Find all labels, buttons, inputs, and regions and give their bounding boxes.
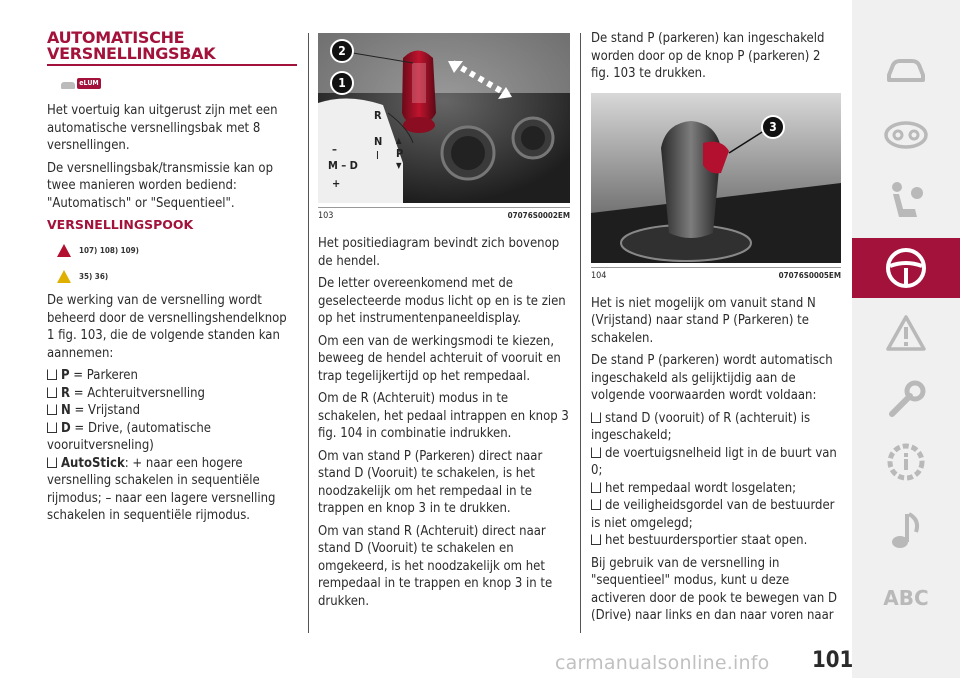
dashboard-gauges-icon [883, 120, 929, 150]
column-divider [308, 33, 309, 633]
bullet-icon [47, 369, 57, 380]
callout-3: 3 [761, 115, 785, 139]
caution-note [57, 266, 297, 286]
list-item: de veiligheidsgordel van de bestuurder is niet omgelegd; [591, 498, 835, 531]
title-underline [47, 64, 297, 66]
list-item: R = Achteruitversnelling [47, 385, 297, 403]
sidebar-item-warnings[interactable] [852, 303, 960, 363]
bullet-icon [47, 387, 57, 398]
intro-paragraph-2: De versnellingsbak/transmissie kan op twee manieren worden bediend: "Automatisch" or "Sequentieel". [47, 160, 274, 211]
info-gear-icon [884, 440, 928, 484]
list-item: de voertuigsnelheid ligt in de buurt van 0; [591, 445, 837, 478]
list-item: het bestuurdersportier staat open. [591, 532, 841, 550]
callout-2: 2 [330, 39, 354, 63]
figure-103 [318, 33, 570, 203]
paragraph: Om een van de werkingsmodi te kiezen, beweeg de hendel achteruit of vooruit en trap tegelijkertijd op het rempedaal. [318, 333, 561, 384]
arrow-up-icon: ▲ [396, 136, 402, 145]
sidebar-item-maintenance[interactable] [852, 432, 960, 492]
figure-103-caption: 103 07076S0002EM [318, 207, 570, 221]
arrow-down-icon: ▼ [396, 161, 402, 170]
body-paragraph: De werking van de versnelling wordt beheerd door de versnellingshendelknop 1 fig. 103, die de volgende standen kan aannemen: [47, 293, 287, 361]
bullet-icon [47, 404, 57, 415]
warning-refs: 107) 108) 109) [79, 245, 139, 255]
sidebar-item-emergency[interactable] [852, 370, 960, 430]
car-small-icon [61, 82, 75, 89]
intro-paragraph-1: Het voertuig kan uitgerust zijn met een automatische versnellingsbak met 8 versnellingen. [47, 103, 278, 153]
steering-wheel-icon [884, 246, 928, 290]
list-item: stand D (vooruit) of R (achteruit) is ingeschakeld; [591, 410, 811, 443]
gear-position-list [47, 367, 297, 525]
list-item: N = Vrijstand [47, 402, 297, 420]
elum-badge: eLUM [77, 78, 101, 89]
bullet-icon [591, 412, 601, 423]
bullet-icon [591, 499, 601, 510]
gear-gate-diagram: R N I – M – D + P ▲ ▼ [328, 109, 404, 190]
list-item: P = Parkeren [47, 367, 297, 385]
list-item: D = Drive, (automatische vooruitversneling) [47, 420, 211, 453]
figure-104 [591, 93, 841, 263]
paragraph: De stand P (parkeren) wordt automatisch ingeschakeld als gelijktijdig aan de volgende voorwaarden wordt voldaan: [591, 353, 833, 403]
paragraph: Om van stand P (Parkeren) direct naar stand D (Vooruit) te schakelen, is het noodzakelijk om het rempedaal in te trappen en knop 3 in te drukken. [318, 448, 543, 516]
bullet-icon [47, 457, 57, 468]
page-number: 101 [812, 648, 854, 673]
car-icon [885, 55, 927, 85]
seat-airbag-icon [885, 179, 927, 221]
watermark: carmanualsonline.info [555, 652, 770, 674]
sidebar-item-driving[interactable] [852, 238, 960, 298]
paragraph: Bij gebruik van de versnelling in "sequentieel" modus, kunt u deze activeren door de pook te bewegen van D (Drive) naar links en dan naar voren naar [591, 555, 838, 623]
paragraph: De letter overeenkomend met de geselecteerde modus licht op en is te zien op het instrumentenpaneeldisplay. [318, 276, 566, 326]
column-divider [580, 33, 581, 633]
sidebar-item-car[interactable] [852, 40, 960, 100]
sidebar-item-index[interactable] [852, 568, 960, 628]
paragraph: De stand P (parkeren) kan ingeschakeld worden door op de knop P (parkeren) 2 fig. 103 te drukken. [591, 31, 825, 81]
paragraph: Om van stand R (Achteruit) direct naar stand D (Vooruit) te schakelen en omgekeerd, is het noodzakelijk om het rempedaal in te trappen en knop 3 in te drukken. [318, 523, 553, 609]
paragraph: Het is niet mogelijk om vanuit stand N (Vrijstand) naar stand P (Parkeren) te schakelen. [591, 295, 816, 346]
list-item: AutoStick: + naar een hogere versnelling schakelen in sequentiële rijmodus; – naar een lagere versnelling schakelen in sequentiële rijmodus. [47, 455, 276, 523]
abc-index-label: ABC [883, 586, 929, 610]
bullet-icon [47, 422, 57, 433]
bullet-icon [591, 482, 601, 493]
bullet-icon [591, 447, 601, 458]
warning-triangle-icon [57, 244, 71, 257]
bullet-icon [591, 534, 601, 545]
paragraph: Het positiediagram bevindt zich bovenop de hendel. [318, 236, 560, 269]
sidebar-item-safety[interactable] [852, 170, 960, 230]
section-title: AUTOMATISCHE VERSNELLINGSBAK [47, 28, 216, 63]
sidebar-item-dashboard[interactable] [852, 105, 960, 165]
wrench-icon [884, 378, 928, 422]
chapter-sidebar [852, 0, 960, 678]
subheading-gear-lever: VERSNELLINGSPOOK [47, 217, 194, 232]
caution-refs: 35) 36) [79, 271, 109, 281]
sidebar-item-multimedia[interactable] [852, 500, 960, 560]
column-right [591, 30, 841, 630]
column-left [47, 30, 297, 525]
music-note-icon [888, 510, 924, 550]
eco-badge [61, 78, 101, 92]
list-item: het rempedaal wordt losgelaten; [591, 480, 841, 498]
warning-triangle-icon [884, 313, 928, 353]
callout-1: 1 [330, 71, 354, 95]
column-middle [318, 33, 570, 615]
caution-triangle-icon [57, 270, 71, 283]
condition-list [591, 410, 841, 550]
warning-note [57, 240, 297, 260]
paragraph: Om de R (Achteruit) modus in te schakelen, het pedaal intrappen en knop 3 fig. 104 in combinatie indrukken. [318, 391, 569, 441]
park-button-illustration [591, 93, 841, 263]
figure-104-caption: 104 07076S0005EM [591, 267, 841, 281]
